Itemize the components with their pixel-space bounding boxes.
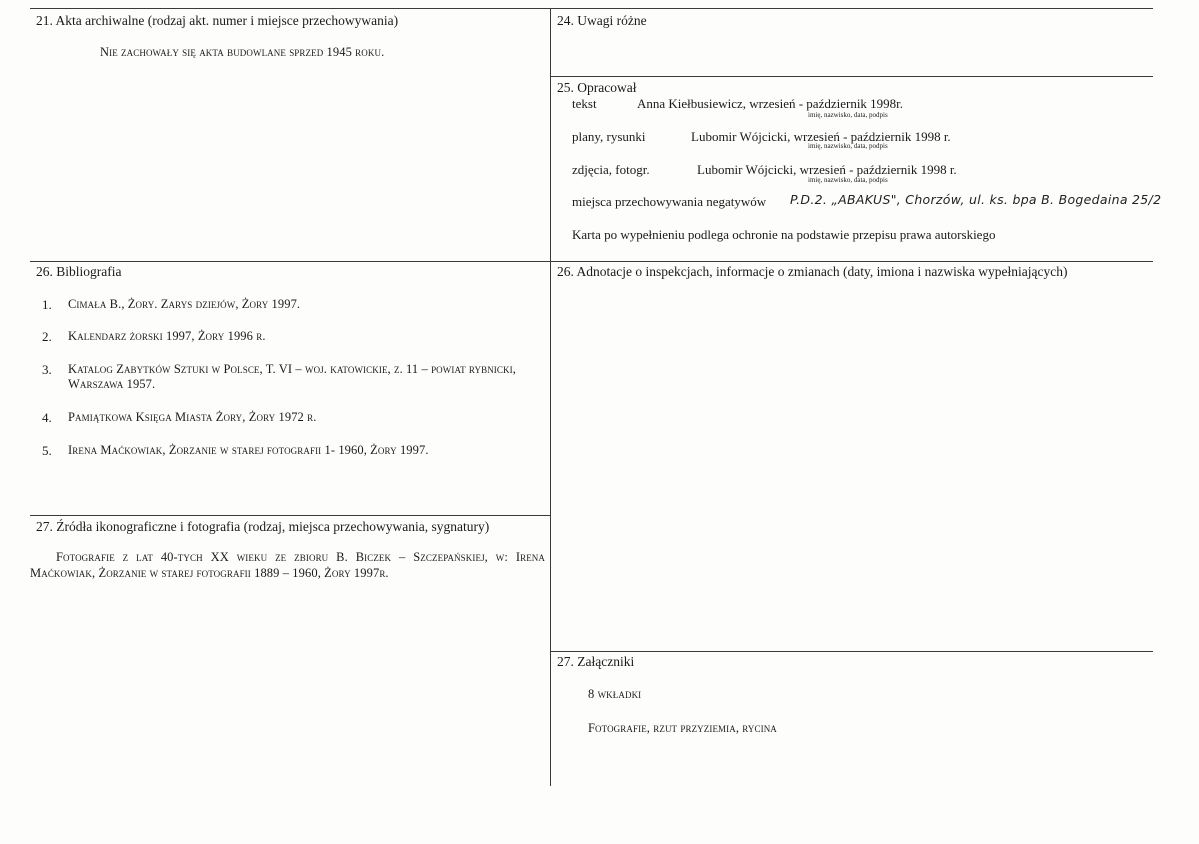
author-photos-caption: imię, nazwisko, data, podpis (808, 176, 888, 184)
section-26-bibliography-heading: 26. Bibliografia (36, 264, 122, 279)
rule-25-top (551, 76, 1153, 77)
section-27-attachments-heading: 27. Załączniki (557, 654, 635, 669)
rule-26-top (30, 261, 1153, 262)
negatives-value-handwritten: P.D.2. „ABAKUS", Chorzów, ul. ks. bpa B. Bogedaina 25/2 (790, 192, 1162, 207)
author-text-value: Anna Kiełbusiewicz, wrzesień - październik 1998r. (637, 96, 904, 111)
bib-item-1-num: 1. (42, 297, 52, 312)
bib-item-3-num: 3. (42, 362, 52, 377)
section-27-sources-heading: 27. Źródła ikonograficzne i fotografia (rodzaj, miejsca przechowywania, sygnatury) (36, 519, 490, 534)
negatives-label: miejsca przechowywania negatywów (572, 194, 767, 209)
author-plans-caption: imię, nazwisko, data, podpis (808, 142, 888, 150)
attachment-item-2: Fotografie, rzut przyziemia, rycina (588, 721, 777, 735)
rule-27-att-top (551, 651, 1153, 652)
author-photos-value: Lubomir Wójcicki, wrzesień - październik 1998 r. (697, 162, 957, 177)
bib-item-5-num: 5. (42, 443, 52, 458)
bib-item-4-num: 4. (42, 410, 52, 425)
rule-27-src-top (30, 515, 551, 516)
author-photos-label: zdjęcia, fotogr. (572, 162, 650, 177)
section-24-heading: 24. Uwagi różne (557, 13, 647, 28)
author-text-label: tekst (572, 96, 597, 111)
bib-item-1-text: Cimała B., Żory. Zarys dziejów, Żory 1997. (68, 297, 301, 311)
section-26-annotations-heading: 26. Adnotacje o inspekcjach, informacje o zmianach (daty, imiona i nazwiska wypełniających) (557, 264, 1068, 279)
bib-item-2-text: Kalendarz żorski 1997, Żory 1996 r. (68, 329, 266, 343)
section-27-sources-body: Fotografie z lat 40-tych XX wieku ze zbioru B. Biczek – Szczepańskiej, w: Irena Maćkowiak, Żorzanie w starej fotografii 1889 – 1960, Żory 1997r. (30, 550, 545, 580)
attachment-item-1: 8 wkładki (588, 687, 642, 701)
author-plans-value: Lubomir Wójcicki, wrzesień - październik 1998 r. (691, 129, 951, 144)
top-rule-left (30, 8, 551, 9)
center-divider (550, 8, 551, 786)
section-21-heading: 21. Akta archiwalne (rodzaj akt. numer i miejsce przechowywania) (36, 13, 399, 28)
bib-item-4-text: Pamiątkowa Księga Miasta Żory, Żory 1972 r. (68, 410, 317, 424)
author-plans-label: plany, rysunki (572, 129, 646, 144)
bib-item-5-text: Irena Maćkowiak, Żorzanie w starej fotografii 1- 1960, Żory 1997. (68, 443, 429, 457)
bib-item-2-num: 2. (42, 329, 52, 344)
bib-item-3-text: Katalog Zabytków Sztuki w Polsce, T. VI – woj. katowickie, z. 11 – powiat rybnicki, Warszawa 1957. (68, 362, 516, 391)
author-text-caption: imię, nazwisko, data, podpis (808, 111, 888, 119)
section-25-heading: 25. Opracował (557, 80, 637, 95)
section-21-body: Nie zachowały się akta budowlane sprzed 1945 roku. (100, 45, 385, 59)
top-rule-right (551, 8, 1153, 9)
copyright-note: Karta po wypełnieniu podlega ochronie na podstawie przepisu prawa autorskiego (572, 227, 996, 242)
